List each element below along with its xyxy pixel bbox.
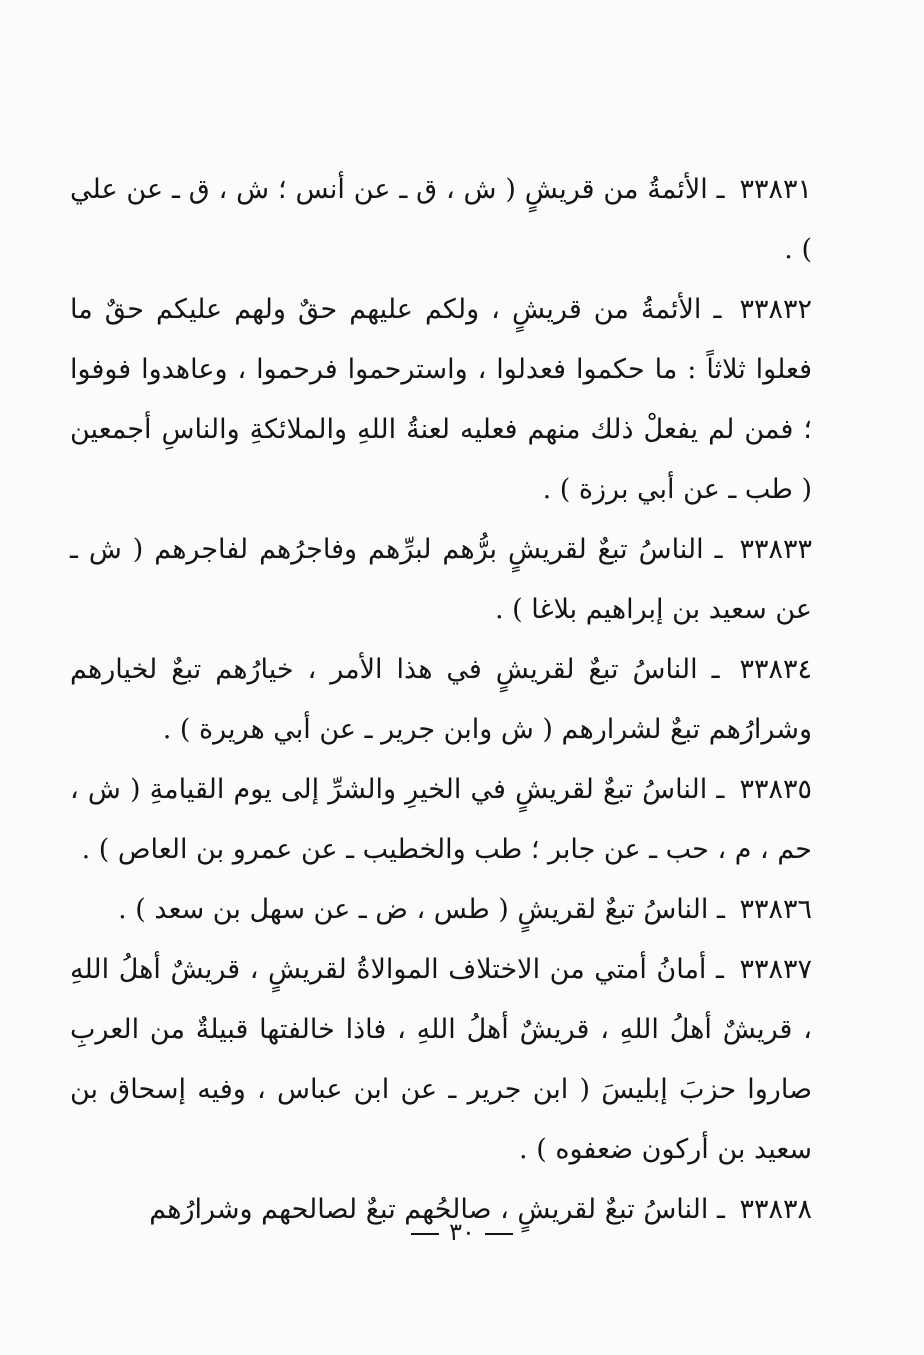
hadith-text: ـ الأئمةُ من قريشٍ ، ولكم عليهم حقٌ ولهم عليكم حقٌ ما فعلوا ثلاثاً : ما حكموا فعدلوا ، واسترحموا فرحموا ، وعاهدوا فوفوا ؛ فمن لم يفعلْ ذلك منهم فعليه لعنةُ اللهِ والملائكةِ والناسِ أجمعين ( طب ـ عن أبي برزة ) .	[70, 294, 812, 505]
hadith-text-block	[70, 160, 812, 1240]
hadith-entry	[70, 520, 812, 640]
divider	[485, 1233, 513, 1235]
hadith-text: ـ الناسُ تبعٌ لقريشٍ في هذا الأمر ، خيارُهم تبعٌ لخيارهم وشرارُهم تبعٌ لشرارهم ( ش وابن جرير ـ عن أبي هريرة ) .	[70, 654, 812, 745]
divider	[411, 1233, 439, 1235]
hadith-entry	[70, 160, 812, 280]
hadith-number: ٣٣٨٣٥	[739, 774, 812, 805]
hadith-text: ـ الأئمةُ من قريشٍ ( ش ، ق ـ عن أنس ؛ ش ، ق ـ عن علي ) .	[70, 174, 812, 265]
hadith-entry	[70, 760, 812, 880]
hadith-text: ـ الناسُ تبعٌ لقريشٍ برُّهم لبرِّهم وفاجرُهم لفاجرهم ( ش ـ عن سعيد بن إبراهيم بلاغا ) .	[70, 534, 812, 625]
hadith-number: ٣٣٨٣٧	[739, 954, 812, 985]
hadith-text: ـ الناسُ تبعٌ لقريشٍ في الخيرِ والشرِّ إلى يوم القيامةِ ( ش ، حم ، م ، حب ـ عن جابر ؛ طب والخطيب ـ عن عمرو بن العاص ) .	[70, 774, 812, 865]
hadith-text: ـ أمانُ أمتي من الاختلاف الموالاةُ لقريشٍ ، قريشٌ أهلُ اللهِ ، قريشٌ أهلُ اللهِ ، قريشٌ أهلُ اللهِ ، فاذا خالفتها قبيلةٌ من العربِ صاروا حزبَ إبليسَ ( ابن جرير ـ عن ابن عباس ، وفيه إسحاق بن سعيد بن أركون ضعفوه ) .	[70, 954, 812, 1165]
hadith-number: ٣٣٨٣٤	[739, 654, 812, 685]
hadith-entry	[70, 280, 812, 520]
page-number: ٣٠	[449, 1218, 475, 1246]
hadith-number: ٣٣٨٣٦	[739, 894, 812, 925]
hadith-entry	[70, 640, 812, 760]
page-number-footer	[0, 1218, 924, 1246]
hadith-entry	[70, 880, 812, 940]
hadith-number: ٣٣٨٣٢	[739, 294, 813, 325]
hadith-number: ٣٣٨٣١	[739, 174, 812, 205]
hadith-text: ـ الناسُ تبعٌ لقريشٍ ( طس ، ض ـ عن سهل بن سعد ) .	[118, 894, 725, 925]
hadith-number: ٣٣٨٣٨	[739, 1194, 812, 1225]
hadith-text: ـ الناسُ تبعٌ لقريشٍ ، صالحُهم تبعٌ لصالحهم وشرارُهم	[149, 1194, 725, 1225]
hadith-entry	[70, 940, 812, 1180]
hadith-number: ٣٣٨٣٣	[739, 534, 812, 565]
